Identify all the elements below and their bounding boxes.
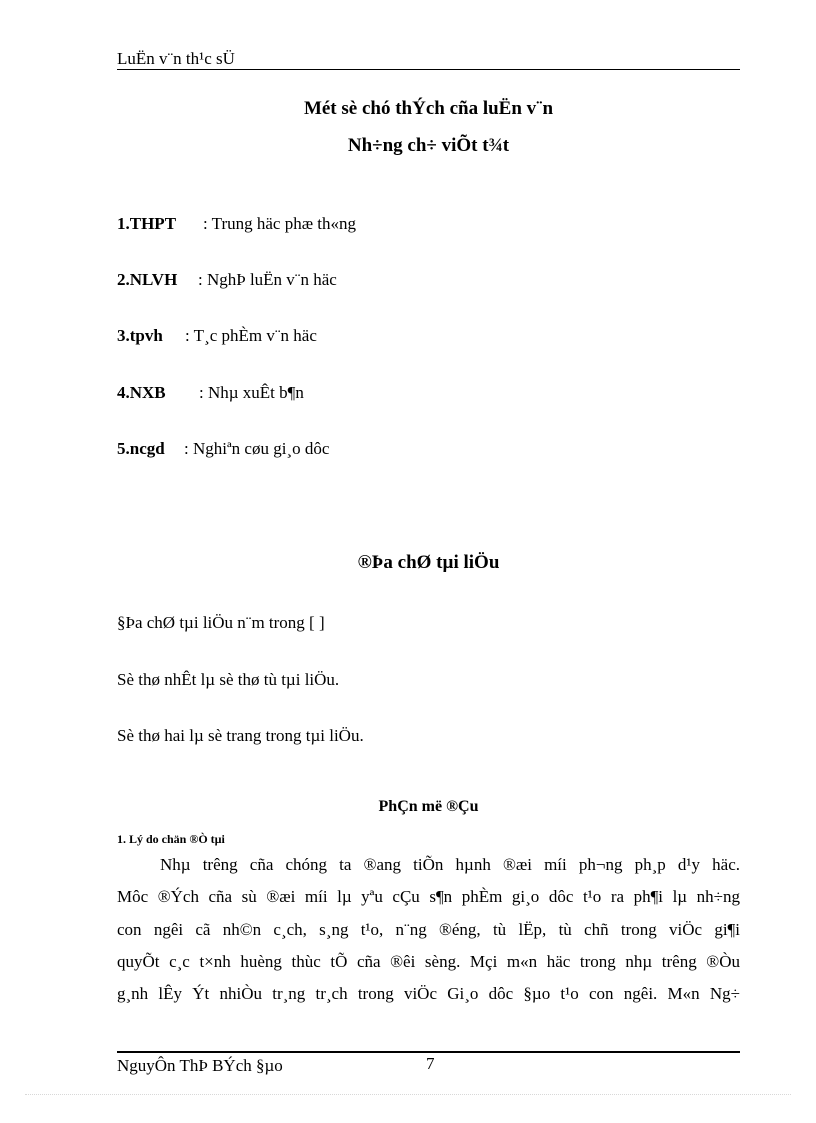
abbreviation-meaning: : NghÞ luËn v¨n häc [198, 270, 337, 289]
abbreviation-meaning: : Nhµ xuÊt b¶n [199, 383, 304, 402]
footer-divider [117, 1051, 740, 1053]
abbreviation-term: 3.tpvh [117, 326, 163, 345]
page-edge-divider [25, 1094, 791, 1095]
body-paragraph [117, 849, 740, 1010]
reference-note: §Þa chØ tµi liÖu n¨m trong [ ] [117, 613, 325, 632]
references-heading: ®Þa chØ tµi liÖu [357, 552, 500, 573]
abbreviation-item [117, 326, 317, 346]
abbreviation-term: 4.NXB [117, 383, 166, 402]
page-subtitle: Nh÷ng ch÷ viÕt t¾t [347, 135, 510, 156]
abbreviation-term: 5.ncgd [117, 439, 165, 458]
part-heading: PhÇn më ®Çu [378, 798, 479, 815]
abbreviation-term: 1.THPT [117, 214, 177, 233]
abbreviation-item [117, 270, 337, 290]
paragraph-line: Nhµ trêng cña chóng ta ®ang tiÕn hµnh ®æi míi ph¬ng ph¸p d¹y häc. [160, 855, 740, 874]
header-divider [117, 69, 740, 70]
paragraph-line: g¸nh lÊy Ýt nhiÒu tr¸ng tr¸ch trong viÖc Gi¸o dôc §µo t¹o con ngêi. M«n Ng÷ [117, 984, 740, 1004]
reference-note: Sè thø hai lµ sè trang trong tµi liÖu. [117, 726, 364, 745]
footer-author: NguyÔn ThÞ BÝch §µo [117, 1056, 283, 1075]
paragraph-line: con ngêi cã nh©n c¸ch, s¸ng t¹o, n¨ng ®éng, tù lËp, tù chñ trong viÖc gi¶i [117, 919, 740, 939]
page-number: 7 [426, 1054, 435, 1073]
abbreviation-item [117, 383, 304, 403]
abbreviation-meaning: : Trung häc phæ th«ng [203, 214, 357, 233]
abbreviation-item [117, 214, 356, 234]
abbreviation-meaning: : T¸c phÈm v¨n häc [185, 326, 317, 345]
reference-note: Sè thø nhÊt lµ sè thø tù tµi liÖu. [117, 670, 340, 689]
abbreviation-term: 2.NLVH [117, 270, 178, 289]
abbreviation-item [117, 439, 329, 459]
abbreviation-meaning: : Nghiªn cøu gi¸o dôc [184, 439, 330, 458]
page-title: Mét sè chó thÝch cña luËn v¨n [303, 98, 554, 119]
subsection-heading: 1. Lý do chän ®Ò tµi [117, 832, 225, 846]
running-header: LuËn v¨n th¹c sÜ [117, 49, 235, 68]
paragraph-line: Môc ®Ých cña sù ®æi míi lµ yªu cÇu s¶n phÈm gi¸o dôc t¹o ra ph¶i lµ nh÷ng [117, 887, 740, 907]
paragraph-line: quyÕt c¸c t×nh huèng thùc tÕ cña ®êi sèng. Mçi m«n häc trong nhµ trêng ®Òu [117, 951, 740, 971]
